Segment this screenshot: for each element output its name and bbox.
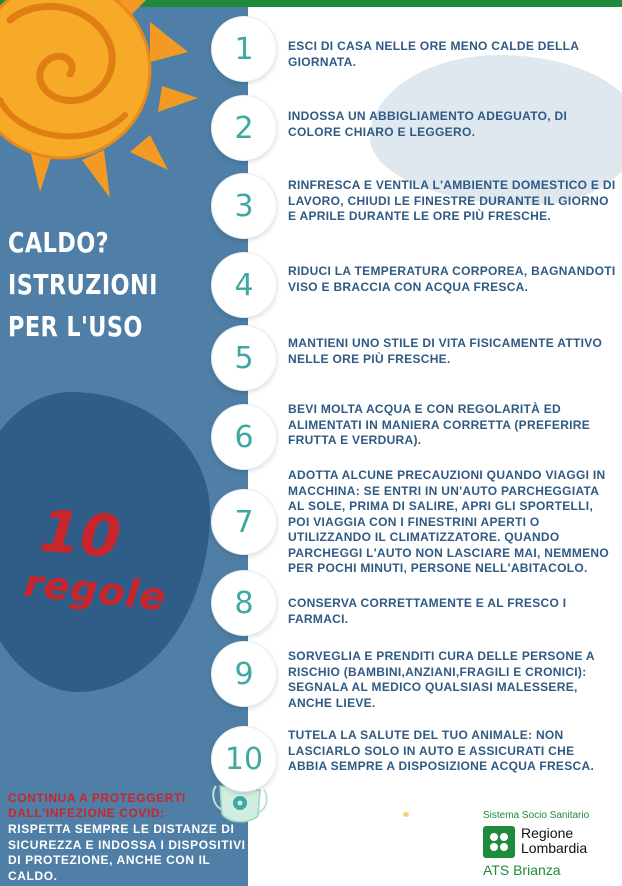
decorative-dot	[403, 812, 409, 817]
footer-system: Sistema Socio Sanitario	[483, 810, 590, 821]
rule-text: SORVEGLIA E PRENDITI CURA DELLE PERSONE A RISCHIO (BAMBINI,ANZIANI,FRAGILI E CRONICI): SEGNALA AL MEDICO QUALSIASI MALESSERE, ANCHE LIEVE.	[288, 649, 595, 710]
rule-number: 6	[212, 405, 276, 469]
rule-number: 3	[212, 174, 276, 238]
regione-lombardia-logo-icon	[483, 826, 515, 858]
rule-text: RINFRESCA E VENTILA L'AMBIENTE DOMESTICO E DI LAVORO, CHIUDI LE FINESTRE DURANTE IL GIORNO E APRILE DURANTE LE ORE PIÙ FRESCHE.	[288, 178, 616, 223]
rule-number: 9	[212, 642, 276, 706]
rule-number: 5	[212, 326, 276, 390]
title-line: CALDO?	[8, 226, 110, 259]
badge-word: regole	[22, 560, 169, 620]
rule-text: CONSERVA CORRETTAMENTE E AL FRESCO I FARMACI.	[288, 596, 567, 626]
rule-number: 2	[212, 96, 276, 160]
rule-text: BEVI MOLTA ACQUA E CON REGOLARITÀ ED ALIMENTATI IN MANIERA CORRETTA (PREFERIRE FRUTTA E VERDURA).	[288, 402, 591, 447]
covid-body: RISPETTA SEMPRE LE DISTANZE DI SICUREZZA E INDOSSA I DISPOSITIVI DI PROTEZIONE, ANCHE CON IL CALDO.	[8, 822, 246, 883]
rule-text: INDOSSA UN ABBIGLIAMENTO ADEGUATO, DI COLORE CHIARO E LEGGERO.	[288, 109, 568, 139]
footer-ats: ATS Brianza	[483, 862, 561, 878]
rule-text: TUTELA LA SALUTE DEL TUO ANIMALE: NON LASCIARLO SOLO IN AUTO E ASSICURATI CHE ABBIA SEMPRE A DISPOSIZIONE ACQUA FRESCA.	[288, 728, 595, 773]
logo-line: Regione	[521, 825, 574, 841]
poster-title	[8, 222, 238, 348]
rule-number: 1	[212, 17, 276, 81]
sun-icon	[0, 0, 200, 215]
rule-number: 4	[212, 253, 276, 317]
rule-number: 8	[212, 571, 276, 635]
rule-text: RIDUCI LA TEMPERATURA CORPOREA, BAGNANDOTI VISO E BRACCIA CON ACQUA FRESCA.	[288, 264, 616, 294]
logo-text	[521, 826, 587, 856]
rule-number: 10	[212, 727, 276, 791]
title-line: ISTRUZIONI	[8, 268, 158, 301]
badge-number: 10	[37, 496, 124, 572]
rule-number: 7	[212, 490, 276, 554]
logo-line: Lombardia	[521, 840, 588, 856]
title-line: PER L'USO	[8, 310, 143, 343]
rule-text: ESCI DI CASA NELLE ORE MENO CALDE DELLA GIORNATA.	[288, 39, 579, 69]
covid-title: CONTINUA A PROTEGGERTI DALL'INFEZIONE COVID:	[8, 791, 186, 820]
rule-text: MANTIENI UNO STILE DI VITA FISICAMENTE ATTIVO NELLE ORE PIÙ FRESCHE.	[288, 336, 603, 366]
rule-text: ADOTTA ALCUNE PRECAUZIONI QUANDO VIAGGI IN MACCHINA: SE ENTRI IN UN'AUTO PARCHEGGIATA AL SOLE, PRIMA DI SALIRE, APRI GLI SPORTELLI, POI VIAGGIA CON I FINESTRINI APERTI O UTILIZZANDO IL CLIMATIZZATORE. QUANDO PARCHEGGI L'AUTO NON LASCIARE MAI, NEMMENO PER POCHI MINUTI, PERSONE NELL'ABITACOLO.	[288, 468, 610, 575]
